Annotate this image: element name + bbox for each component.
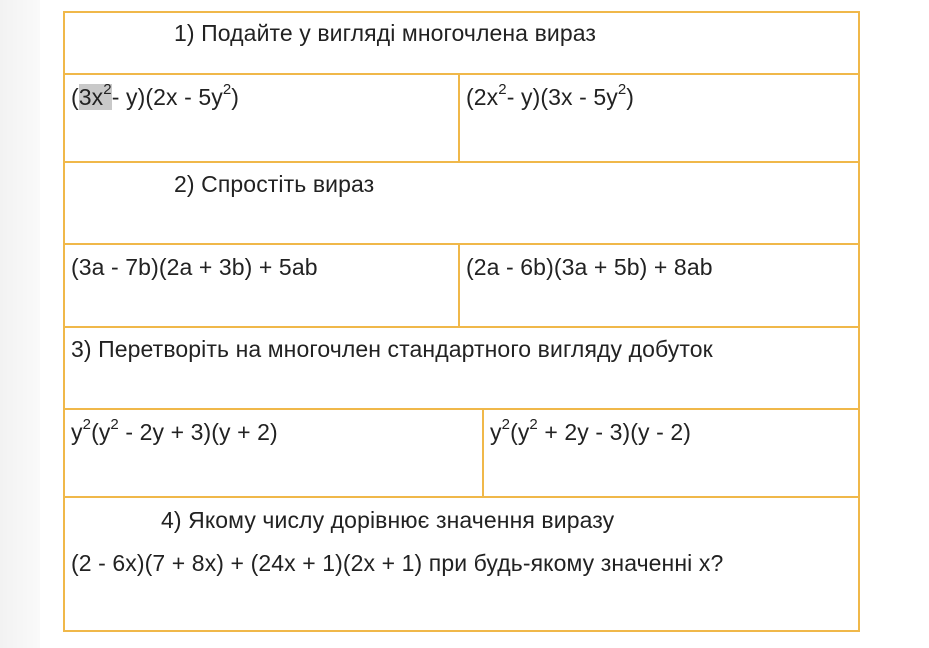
row-divider	[63, 73, 860, 75]
highlighted-term: $3x^2$	[78, 81, 112, 110]
task1-right-expression: ($2x^2-$ $y)(3x - 5y^2)$	[466, 81, 635, 110]
row-divider	[63, 326, 860, 328]
page-margin	[0, 0, 40, 648]
row-divider	[63, 243, 860, 245]
task1-left-expression: ($3x^2-$ $y)(2x - 5y^2)$	[71, 81, 240, 110]
task3-right-expression: $y^2(y^2 + 2y - 3)(y - 2)$	[490, 416, 692, 445]
task4-heading: 4) Якому числу дорівнює значення виразу	[161, 507, 615, 533]
task3-left-expression: $y^2(y^2 - 2y + 3)(y + 2)$	[71, 416, 278, 445]
column-divider	[482, 408, 484, 498]
task2-left-expression: (3a - 7b)(2a + 3b) + 5ab	[71, 254, 318, 280]
task3-heading: 3) Перетворіть на многочлен стандартного вигляду добуток	[71, 336, 713, 362]
task1-heading: 1) Подайте у вигляді многочлена вираз	[174, 20, 597, 46]
row-divider	[63, 408, 860, 410]
task4-expression: (2 - 6x)(7 + 8x) + (24x + 1)(2x + 1) при будь-якому значенні x?	[71, 550, 724, 576]
row-divider	[63, 496, 860, 498]
row-divider	[63, 161, 860, 163]
task2-heading: 2) Спростіть вираз	[174, 171, 375, 197]
column-divider	[458, 243, 460, 328]
task2-right-expression: (2a - 6b)(3a + 5b) + 8ab	[466, 254, 713, 280]
column-divider	[458, 73, 460, 163]
